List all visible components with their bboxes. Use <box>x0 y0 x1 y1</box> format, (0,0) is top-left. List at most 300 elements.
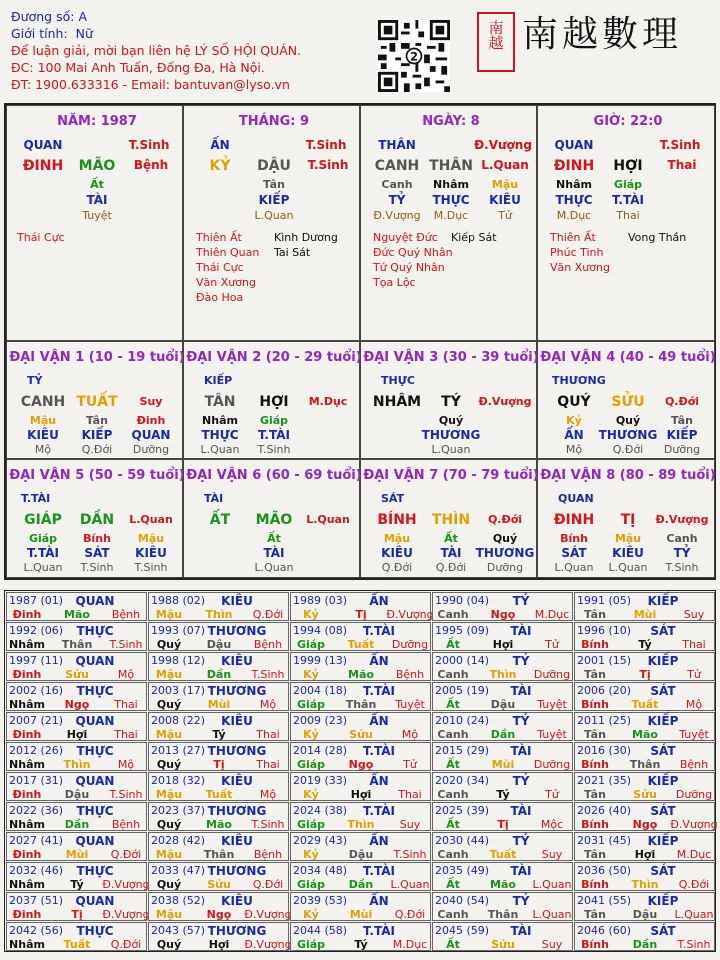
annual-luck-cell <box>574 922 715 951</box>
year-ten-god: TỶ <box>512 834 530 848</box>
year-life-stage: T.Sinh <box>677 938 711 951</box>
year-stem: Mậu <box>155 848 183 861</box>
year-life-stage: M.Dục <box>392 938 428 951</box>
annual-luck-cell <box>290 832 431 861</box>
annual-luck-cell <box>148 742 289 771</box>
decade-branch: MÃO <box>255 512 293 528</box>
decade-hidden-stage: L.Quan <box>431 443 471 456</box>
year-label: 2013 (27) <box>151 744 206 757</box>
year-life-stage: L.Quan <box>532 878 572 891</box>
annual-luck-cell <box>290 892 431 921</box>
decade-hidden-stem: Canh <box>666 532 698 545</box>
year-ten-god: TÀI <box>510 624 532 638</box>
year-label: 2044 (58) <box>293 924 348 937</box>
year-life-stage: Dưỡng <box>391 638 429 651</box>
year-life-stage: Q.Đới <box>110 848 142 861</box>
year-ten-god: TÀI <box>510 684 532 698</box>
annual-luck-cell <box>290 862 431 891</box>
decade-hidden-stem: Đinh <box>136 414 166 427</box>
year-ten-god: ẤN <box>369 714 389 728</box>
auspicious-star: Thái Cực <box>17 231 65 244</box>
year-stem: Nhâm <box>9 758 45 771</box>
year-ten-god: QUAN <box>75 714 115 728</box>
year-label: 2009 (23) <box>293 714 348 727</box>
year-label: 2024 (38) <box>293 804 348 817</box>
year-stem: Ất <box>446 938 460 951</box>
decade-stem: NHÂM <box>372 394 422 410</box>
year-label: 2010 (24) <box>435 714 490 727</box>
owner-value: A <box>78 9 88 24</box>
annual-luck-cell <box>6 652 147 681</box>
decade-hidden-god: THƯƠNG <box>598 428 658 442</box>
year-ten-god: TÀI <box>510 744 532 758</box>
year-stem: Giáp <box>296 878 326 891</box>
hidden-stem: Canh <box>381 178 413 191</box>
decade-hidden-stem: Mậu <box>383 532 411 545</box>
year-label: 2019 (33) <box>293 774 348 787</box>
hidden-stem: Nhâm <box>433 178 469 191</box>
auspicious-star: Nguyệt Đức <box>373 231 438 244</box>
annual-luck-cell <box>6 682 147 711</box>
year-branch: Dậu <box>64 788 90 801</box>
auspicious-star: Văn Xương <box>196 276 256 289</box>
decade-stem: GIÁP <box>24 512 62 528</box>
year-stem: Quý <box>156 818 182 831</box>
annual-luck-cell <box>290 652 431 681</box>
year-branch: Sửu <box>491 938 515 951</box>
year-label: 2037 (51) <box>9 894 64 907</box>
year-ten-god: TỶ <box>512 654 530 668</box>
annual-luck-cell <box>574 772 715 801</box>
decade-hidden-stem: Ất <box>267 532 281 545</box>
auspicious-star: Thiên Quan <box>196 246 260 259</box>
year-branch: Tị <box>639 668 651 681</box>
year-stem: Nhâm <box>9 878 45 891</box>
stem-ten-god: ẤN <box>210 138 230 152</box>
heavenly-stem: ĐINH <box>22 158 64 174</box>
year-label: 2022 (36) <box>9 804 64 817</box>
year-label: 2032 (46) <box>9 864 64 877</box>
decade-hidden-god: TÀI <box>263 546 285 560</box>
year-label: 2043 (57) <box>151 924 206 937</box>
auspicious-star: Văn Xương <box>550 261 610 274</box>
year-label: 2012 (26) <box>9 744 64 757</box>
decade-hidden-stage: T.Sinh <box>257 443 291 456</box>
decade-hidden-stage: Dưỡng <box>663 443 701 456</box>
year-label: 2008 (22) <box>151 714 206 727</box>
year-ten-god: T.TÀI <box>363 744 395 758</box>
annual-luck-cell <box>148 652 289 681</box>
year-branch: Ngọ <box>348 758 374 771</box>
decade-hidden-stage: Q.Đới <box>612 443 644 456</box>
decade-hidden-stage: L.Quan <box>200 443 240 456</box>
phone-email-line: ĐT: 1900.633316 - Email: bantuvan@lyso.vn <box>11 77 290 92</box>
year-stem: Đinh <box>12 848 42 861</box>
decade-branch: TUẤT <box>76 394 118 410</box>
annual-luck-cell <box>6 622 147 651</box>
year-life-stage: Tử <box>545 638 559 651</box>
annual-luck-cell <box>574 802 718 831</box>
year-ten-god: KIẾP <box>647 834 679 848</box>
pillar-cell <box>183 105 360 341</box>
decade-hidden-stage: L.Quan <box>554 561 594 574</box>
hidden-ten-god: TÀI <box>86 193 108 207</box>
year-stem: Giáp <box>296 698 326 711</box>
decade-luck-cell <box>183 459 360 578</box>
decade-hidden-god: T.TÀI <box>258 428 290 442</box>
year-life-stage: Thai <box>398 788 422 801</box>
year-stem: Bính <box>581 818 609 831</box>
year-ten-god: THƯƠNG <box>207 744 267 758</box>
year-label: 2039 (53) <box>293 894 348 907</box>
decade-hidden-god: SÁT <box>561 546 587 560</box>
annual-luck-cell <box>6 712 147 741</box>
year-label: 2030 (44) <box>435 834 490 847</box>
year-life-stage: Tử <box>545 788 559 801</box>
qr-code[interactable] <box>378 20 450 92</box>
year-ten-god: KIẾP <box>647 654 679 668</box>
decade-branch: DẦN <box>79 512 115 528</box>
decade-hidden-stem: Quý <box>438 414 464 427</box>
decade-hidden-stage: L.Quan <box>23 561 63 574</box>
year-branch: Tuất <box>205 788 233 801</box>
auspicious-star: Phúc Tinh <box>550 246 604 259</box>
decade-stem: QUÝ <box>557 394 591 410</box>
annual-luck-cell <box>432 922 573 951</box>
annual-luck-cell <box>6 922 147 951</box>
year-stem: Giáp <box>296 938 326 951</box>
decade-ten-god: QUAN <box>558 492 594 505</box>
decade-ten-god: T.TÀI <box>21 492 51 505</box>
year-stem: Tân <box>584 908 606 921</box>
year-life-stage: L.Quan <box>390 878 430 891</box>
year-branch: Sửu <box>207 878 231 891</box>
year-branch: Tị <box>355 608 367 621</box>
year-ten-god: ẤN <box>369 774 389 788</box>
year-branch: Tuất <box>489 848 517 861</box>
year-stem: Canh <box>437 608 469 621</box>
year-ten-god: THỰC <box>76 864 114 878</box>
year-ten-god: SÁT <box>650 744 676 758</box>
year-label: 2003 (17) <box>151 684 206 697</box>
decade-life-stage: Đ.Vượng <box>655 513 709 526</box>
annual-luck-cell <box>6 862 150 891</box>
year-stem: Mậu <box>155 728 183 741</box>
year-stem: Đinh <box>12 728 42 741</box>
year-branch: Thân <box>61 638 93 651</box>
hidden-life-stage: Đ.Vượng <box>373 209 421 222</box>
year-label: 2000 (14) <box>435 654 490 667</box>
hidden-life-stage: M.Dục <box>556 209 592 222</box>
svg-text:2: 2 <box>409 49 419 64</box>
year-stem: Mậu <box>155 908 183 921</box>
year-life-stage: Bệnh <box>253 848 283 861</box>
decade-life-stage: Suy <box>139 395 163 408</box>
year-ten-god: T.TÀI <box>363 864 395 878</box>
decade-hidden-stage: Q.Đới <box>81 443 113 456</box>
year-life-stage: Bệnh <box>395 668 425 681</box>
year-ten-god: TỶ <box>512 774 530 788</box>
earthly-branch: MÃO <box>78 158 116 174</box>
year-ten-god: THỰC <box>76 744 114 758</box>
year-stem: Đinh <box>12 788 42 801</box>
owner-label: Đương số: <box>11 9 75 24</box>
year-label: 2031 (45) <box>577 834 632 847</box>
year-label: 2026 (40) <box>577 804 632 817</box>
year-label: 2035 (49) <box>435 864 490 877</box>
year-life-stage: Q.Đới <box>394 908 426 921</box>
year-life-stage: Tuyệt <box>537 728 567 741</box>
year-ten-god: KIÊU <box>221 594 253 608</box>
year-branch: Dậu <box>632 908 658 921</box>
year-label: 2040 (54) <box>435 894 490 907</box>
year-life-stage: Thai <box>114 698 138 711</box>
decade-hidden-stage: L.Quan <box>608 561 648 574</box>
year-stem: Canh <box>437 668 469 681</box>
year-label: 1997 (11) <box>9 654 64 667</box>
year-stem: Bính <box>581 938 609 951</box>
decade-hidden-stem: Bính <box>560 532 588 545</box>
year-stem: Nhâm <box>9 938 45 951</box>
year-branch: Mùi <box>207 698 231 711</box>
annual-luck-cell <box>432 772 573 801</box>
year-branch: Dậu <box>348 848 374 861</box>
decade-stem: ẤT <box>209 512 231 528</box>
hidden-stem: Giáp <box>613 178 643 191</box>
year-stem: Tân <box>584 788 606 801</box>
annual-luck-cell <box>6 742 147 771</box>
decade-life-stage: M.Dục <box>308 395 348 408</box>
decade-hidden-stem: Giáp <box>28 532 58 545</box>
year-label: 1995 (09) <box>435 624 490 637</box>
year-stem: Tân <box>584 608 606 621</box>
hidden-life-stage: L.Quan <box>254 209 294 222</box>
annual-luck-cell <box>148 592 289 621</box>
inauspicious-star: Vong Thần <box>628 231 687 244</box>
year-branch: Thìn <box>489 668 517 681</box>
year-life-stage: Mộ <box>117 758 135 771</box>
year-ten-god: TỶ <box>512 714 530 728</box>
year-ten-god: THƯƠNG <box>207 924 267 938</box>
year-stem: Kỷ <box>303 908 319 921</box>
year-life-stage: Q.Đới <box>252 878 284 891</box>
year-life-stage: Mộc <box>540 818 564 831</box>
year-stem: Nhâm <box>9 698 45 711</box>
year-branch: Mùi <box>491 758 515 771</box>
decade-hidden-stage: T.Sinh <box>134 561 168 574</box>
annual-luck-cell <box>432 742 573 771</box>
year-label: 2041 (55) <box>577 894 632 907</box>
year-life-stage: T.Sinh <box>109 788 143 801</box>
annual-luck-cell <box>148 622 289 651</box>
year-branch: Thân <box>345 698 377 711</box>
year-branch: Ngọ <box>64 698 90 711</box>
decade-branch: TỊ <box>620 512 636 528</box>
annual-luck-cell <box>574 682 715 711</box>
year-stem: Nhâm <box>9 638 45 651</box>
year-life-stage: Thai <box>256 758 280 771</box>
year-ten-god: TÀI <box>510 924 532 938</box>
decade-life-stage: Q.Đới <box>664 395 700 408</box>
annual-luck-cell <box>6 892 150 921</box>
year-ten-god: SÁT <box>650 804 676 818</box>
decade-luck-cell <box>6 459 183 578</box>
inauspicious-star: Tai Sát <box>274 246 311 259</box>
year-stem: Quý <box>156 938 182 951</box>
year-life-stage: Tuyệt <box>395 698 425 711</box>
pillar-title: NĂM: 1987 <box>57 114 137 129</box>
decade-luck-cell <box>360 341 537 459</box>
year-label: 2029 (43) <box>293 834 348 847</box>
annual-luck-cell <box>6 772 147 801</box>
year-branch: Hợi <box>350 788 372 801</box>
year-label: 2033 (47) <box>151 864 206 877</box>
year-stem: Giáp <box>296 638 326 651</box>
annual-luck-cell <box>290 592 434 621</box>
year-life-stage: T.Sinh <box>393 848 427 861</box>
year-stem: Ất <box>446 758 460 771</box>
year-ten-god: THƯƠNG <box>207 804 267 818</box>
annual-luck-cell <box>148 862 289 891</box>
year-ten-god: THỰC <box>76 924 114 938</box>
decade-hidden-god: KIÊU <box>612 546 644 560</box>
year-ten-god: KIÊU <box>221 654 253 668</box>
year-life-stage: M.Dục <box>676 848 712 861</box>
heavenly-stem: CANH <box>374 158 420 174</box>
address-line: ĐC: 100 Mai Anh Tuấn, Đống Đa, Hà Nội. <box>11 60 265 75</box>
year-ten-god: TỶ <box>512 894 530 908</box>
decade-hidden-stage: T.Sinh <box>80 561 114 574</box>
year-life-stage: Q.Đới <box>110 938 142 951</box>
year-branch: Ngọ <box>206 908 232 921</box>
decade-ten-god: THƯƠNG <box>552 374 606 387</box>
year-label: 1988 (02) <box>151 594 206 607</box>
decade-life-stage: Đ.Vượng <box>478 395 532 408</box>
decade-hidden-god: THỰC <box>201 428 239 442</box>
year-label: 2017 (31) <box>9 774 64 787</box>
year-label: 2002 (16) <box>9 684 64 697</box>
gender-value: Nữ <box>75 26 93 41</box>
decade-hidden-stem: Nhâm <box>202 414 238 427</box>
hidden-ten-god: THỰC <box>432 193 470 207</box>
year-branch: Tý <box>496 788 510 801</box>
year-stem: Giáp <box>296 758 326 771</box>
year-label: 2006 (20) <box>577 684 632 697</box>
annual-luck-cell <box>148 682 289 711</box>
year-stem: Bính <box>581 758 609 771</box>
decade-branch: SỬU <box>611 394 645 410</box>
year-label: 2025 (39) <box>435 804 490 817</box>
year-ten-god: THƯƠNG <box>207 864 267 878</box>
year-branch: Hợi <box>492 638 514 651</box>
decade-hidden-stem: Tân <box>86 414 108 427</box>
year-ten-god: KIẾP <box>647 714 679 728</box>
year-branch: Mão <box>64 608 90 621</box>
year-ten-god: ẤN <box>369 654 389 668</box>
decade-hidden-god: ẤN <box>564 428 584 442</box>
year-ten-god: QUAN <box>75 774 115 788</box>
auspicious-star: Thái Cực <box>196 261 244 274</box>
pillar-cell <box>6 105 183 341</box>
year-life-stage: Suy <box>683 608 705 621</box>
decade-hidden-stage: Q.Đới <box>381 561 413 574</box>
year-label: 1989 (03) <box>293 594 348 607</box>
year-ten-god: KIÊU <box>221 834 253 848</box>
year-stem: Ất <box>446 698 460 711</box>
year-ten-god: KIẾP <box>647 594 679 608</box>
annual-luck-cell <box>290 802 431 831</box>
year-stem: Quý <box>156 758 182 771</box>
decade-luck-title: ĐẠI VẬN 6 (60 - 69 tuổi) <box>186 468 362 483</box>
earthly-branch: THÂN <box>429 158 473 174</box>
contact-line: Để luận giải, mời bạn liên hệ LÝ SỐ HỘI QUÁN. <box>11 43 302 58</box>
year-ten-god: QUAN <box>75 834 115 848</box>
decade-hidden-god: TÀI <box>440 546 462 560</box>
decade-luck-title: ĐẠI VẬN 2 (20 - 29 tuổi) <box>186 350 362 365</box>
year-life-stage: Tử <box>403 758 417 771</box>
decade-hidden-stage: L.Quan <box>254 561 294 574</box>
year-ten-god: KIÊU <box>221 714 253 728</box>
seal-text: 南越 <box>486 20 505 50</box>
year-label: 2016 (30) <box>577 744 632 757</box>
year-label: 2020 (34) <box>435 774 490 787</box>
pillar-title: THÁNG: 9 <box>238 114 310 129</box>
auspicious-star: Tọa Lộc <box>373 276 416 289</box>
year-branch: Tuất <box>347 638 375 651</box>
year-stem: Tân <box>584 728 606 741</box>
year-branch: Mùi <box>633 608 657 621</box>
year-life-stage: Bệnh <box>111 818 141 831</box>
year-stem: Ất <box>446 818 460 831</box>
year-label: 1992 (06) <box>9 624 64 637</box>
year-ten-god: SÁT <box>650 624 676 638</box>
year-life-stage: Đ.Vượng <box>244 908 292 921</box>
decade-hidden-god: TỶ <box>673 546 691 560</box>
decade-hidden-god: KIÊU <box>27 428 59 442</box>
year-life-stage: Bệnh <box>111 608 141 621</box>
year-ten-god: THỰC <box>76 684 114 698</box>
annual-luck-cell <box>574 592 715 621</box>
year-life-stage: Đ.Vượng <box>244 938 292 951</box>
hidden-stem: Nhâm <box>556 178 592 191</box>
year-branch: Tý <box>354 938 368 951</box>
year-label: 1987 (01) <box>9 594 64 607</box>
year-stem: Bính <box>581 878 609 891</box>
decade-hidden-stage: Q.Đới <box>435 561 467 574</box>
year-life-stage: T.Sinh <box>251 818 285 831</box>
year-life-stage: Suy <box>399 818 421 831</box>
auspicious-star: Tứ Quý Nhân <box>373 261 445 274</box>
decade-hidden-god: THƯƠNG <box>475 546 535 560</box>
year-label: 2011 (25) <box>577 714 632 727</box>
year-stem: Tân <box>584 668 606 681</box>
year-branch: Hợi <box>208 938 230 951</box>
year-life-stage: Dưỡng <box>675 788 713 801</box>
decade-hidden-god: KIẾP <box>81 428 113 442</box>
annual-luck-cell <box>432 682 573 711</box>
year-stem: Kỷ <box>303 608 319 621</box>
heavenly-stem: KỶ <box>209 158 231 174</box>
year-stem: Kỷ <box>303 848 319 861</box>
year-ten-god: TỶ <box>512 594 530 608</box>
annual-luck-cell <box>290 712 431 741</box>
decade-luck-title: ĐẠI VẬN 3 (30 - 39 tuổi) <box>363 350 539 365</box>
decade-hidden-god: SÁT <box>84 546 110 560</box>
year-label: 2015 (29) <box>435 744 490 757</box>
year-life-stage: Đ.Vượng <box>102 908 150 921</box>
year-stem: Kỷ <box>303 668 319 681</box>
year-life-stage: Đ.Vượng <box>670 818 718 831</box>
